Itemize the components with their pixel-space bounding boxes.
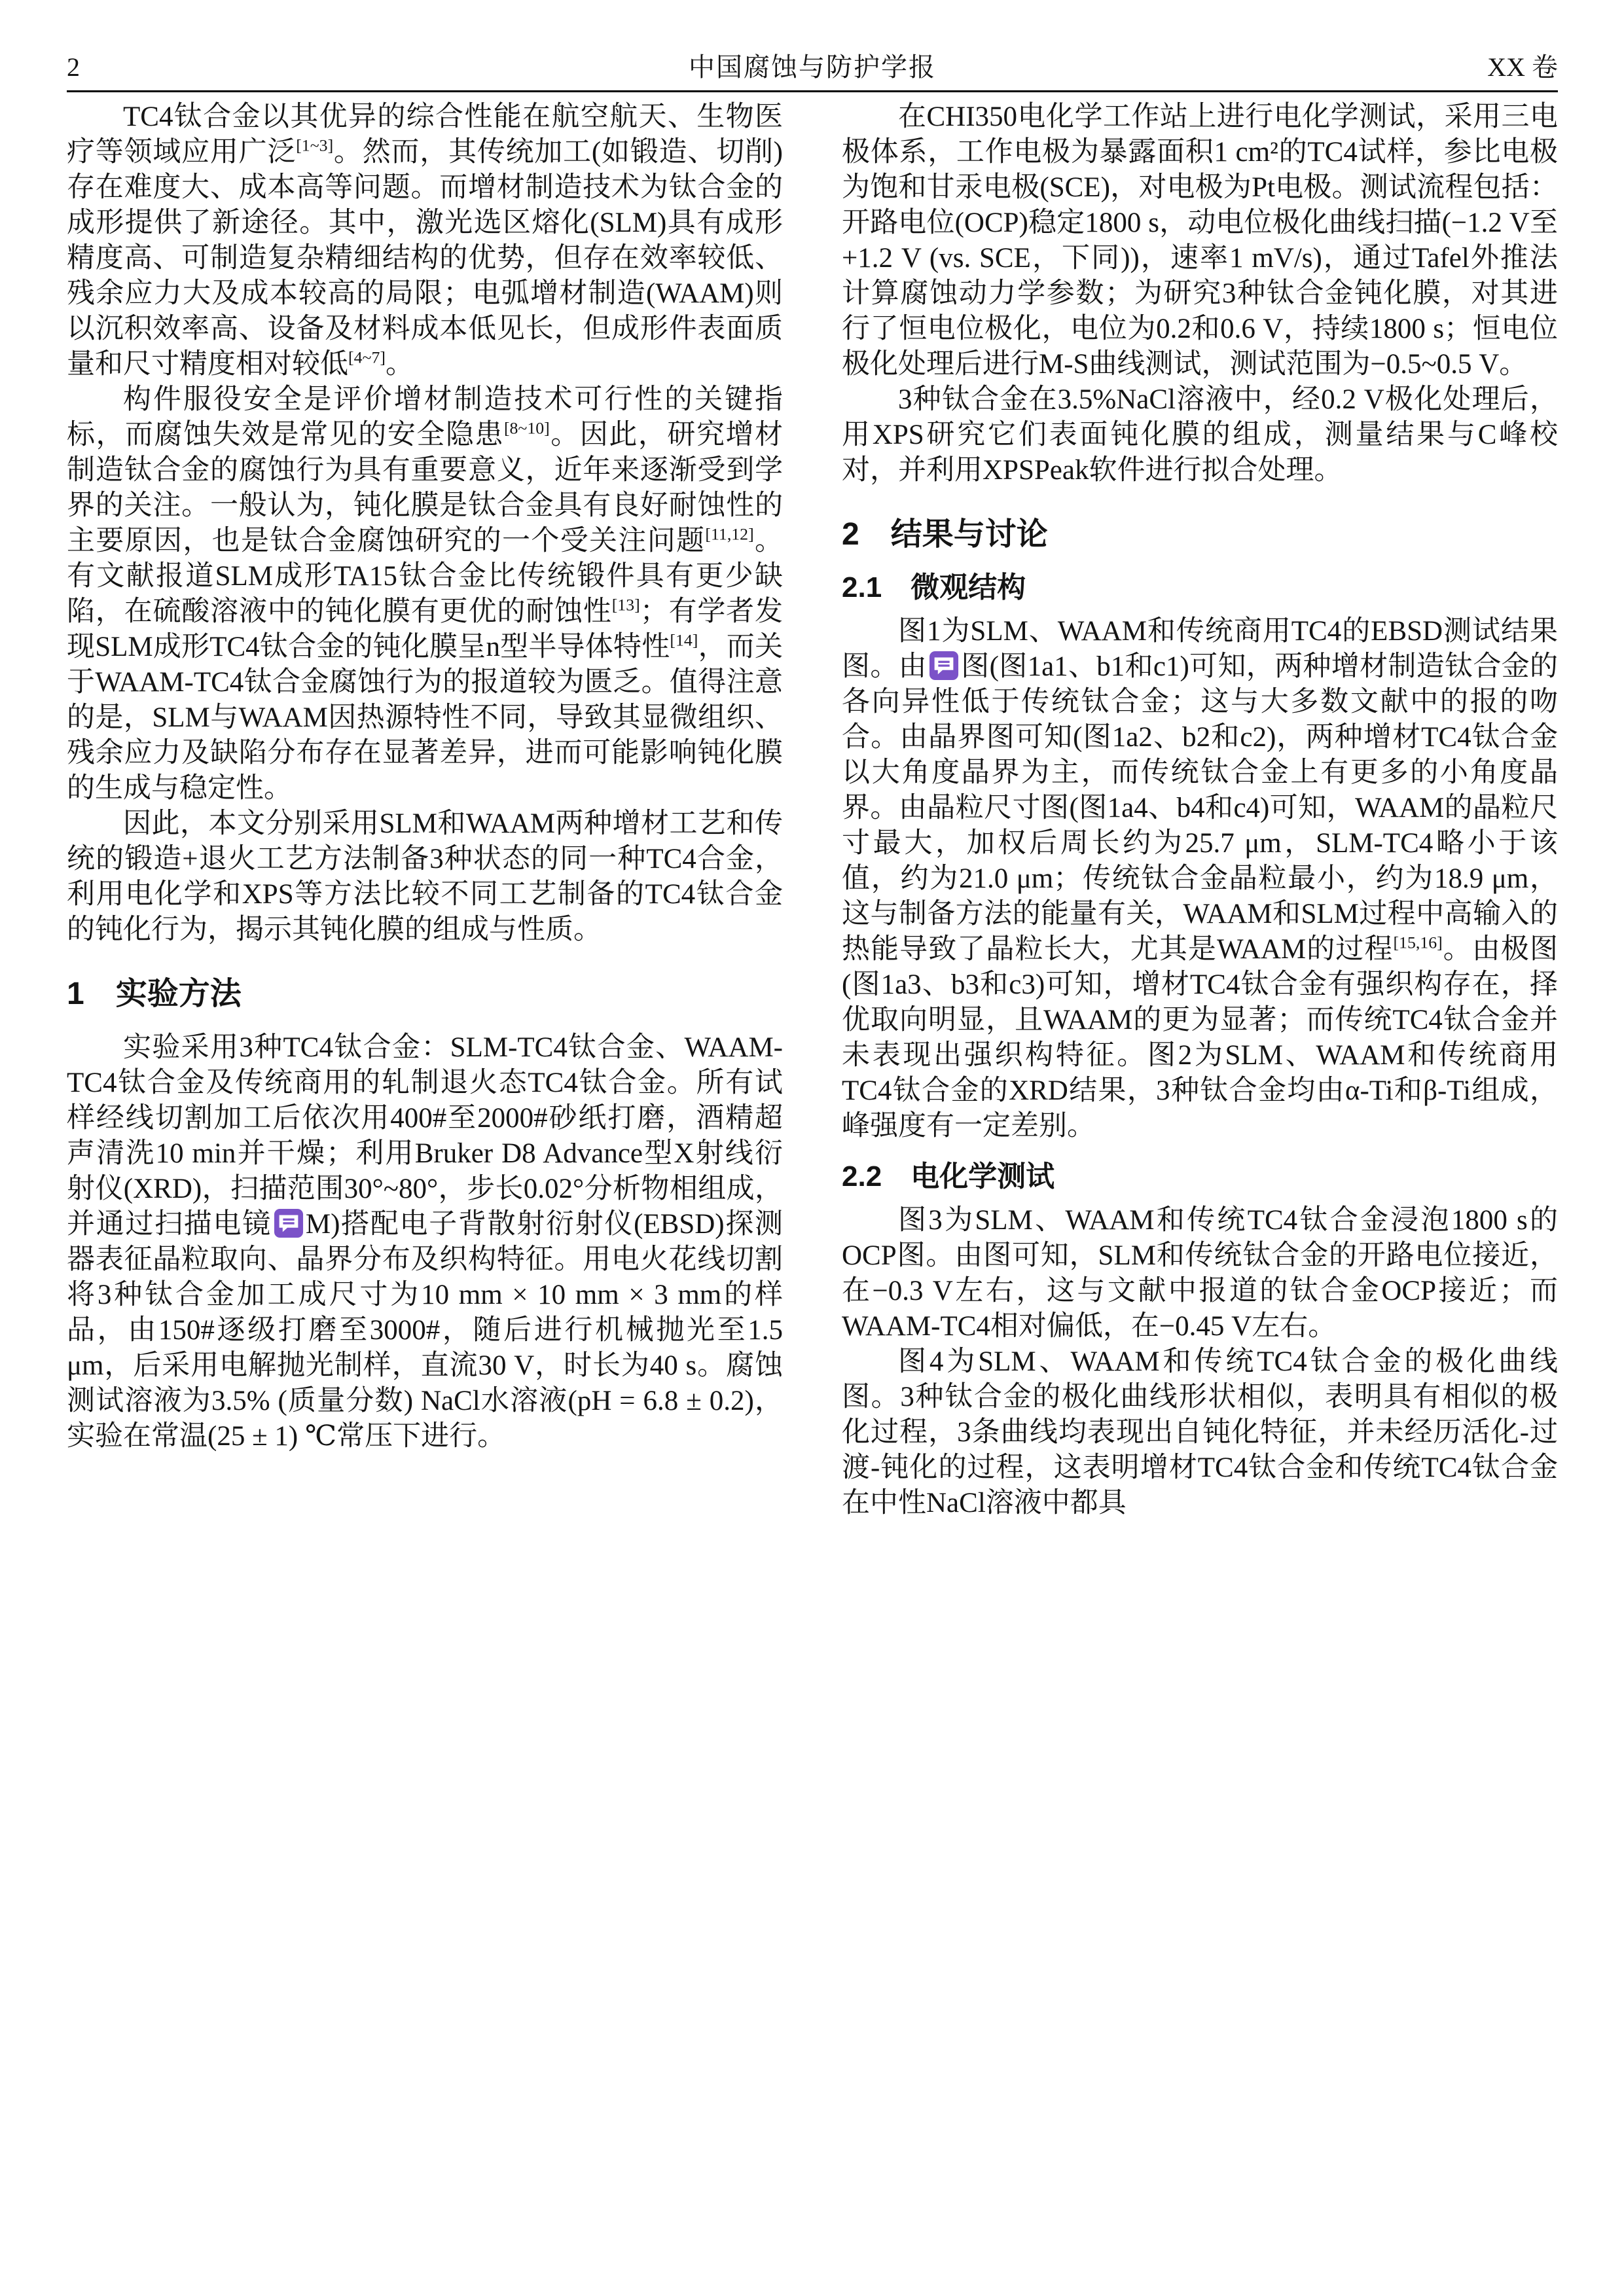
- section-heading-results: 2 结果与讨论: [842, 517, 1048, 552]
- journal-title: 中国腐蚀与防护学报: [689, 52, 936, 82]
- comment-annotation-icon[interactable]: [274, 1208, 304, 1238]
- running-head: [67, 52, 1558, 82]
- paragraph-text: M)搭配电子背散射衍射仪(EBSD)探测器表征晶粒取向、晶界分布及织构特征。用电火花线切割将3种钛合金加工成尺寸为10 mm × 10 mm × 3 mm的样品，由150#逐级打磨至3000#，随后进行机械抛光至1.5 μm，后采用电解抛光制样，直流30 V，时长为40 s。腐蚀测试溶液为3.5% (质量分数) NaCl水溶液(pH = 6.8 ± 0.2)，实验在常温(25 ± 1) ℃常压下进行。: [67, 1209, 784, 1452]
- paragraph-results-1: [842, 614, 1558, 1144]
- comment-annotation-icon[interactable]: [929, 651, 959, 681]
- paragraph-text: 图1为SLM、WAAM和传统商用TC4的EBSD测试结果图。由: [842, 616, 1558, 682]
- paragraph-methods-2: 在CHI350电化学工作站上进行电化学测试，采用三电极体系，工作电极为暴露面积1 cm²的TC4试样，参比电极为饱和甘汞电极(SCE)，对电极为Pt电极。测试流程包括：开路电位(OCP)稳定1800 s，动电位极化曲线扫描(−1.2 V至+1.2 V (vs. SCE，下同))，速率1 mV/s)，通过Tafel外推法计算腐蚀动力学参数；为研究3种钛合金钝化膜，对其进行了恒电位极化，电位为0.2和0.6 V，持续1800 s；恒电位极化处理后进行M-S曲线测试，测试范围为−0.5~0.5 V。: [842, 101, 1558, 380]
- paragraph-text: 实验采用3种TC4钛合金：SLM-TC4钛合金、WAAM-TC4钛合金及传统商用的轧制退火态TC4钛合金。所有试样经线切割加工后依次用400#至2000#砂纸打磨，酒精超声清洗10 min并干燥；利用Bruker D8 Advance型X射线衍射仪(XRD)，扫描范围30°~80°，步长0.02°分析物相组成，并通过扫描电镜: [67, 1032, 783, 1240]
- volume-label: XX 卷: [1487, 52, 1558, 82]
- paragraph-intro-2: 构件服役安全是评价增材制造技术可行性的关键指标，而腐蚀失效是常见的安全隐患[8~10]。因此，研究增材制造钛合金的腐蚀行为具有重要意义，近年来逐渐受到学界的关注。一般认为，钝化膜是钛合金具有良好耐蚀性的主要原因，也是钛合金腐蚀研究的一个受关注问题[11,12]。有文献报道SLM成形TA15钛合金比传统锻件具有更少缺陷，在硫酸溶液中的钝化膜有更优的耐蚀性[13]；有学者发现SLM成形TC4钛合金的钝化膜呈n型半导体特性[14]，而关于WAAM-TC4钛合金腐蚀行为的报道较为匮乏。值得注意的是，SLM与WAAM因热源特性不同，导致其显微组织、残余应力及缺陷分布存在显著差异，进而可能影响钝化膜的生成与稳定性。: [67, 384, 784, 804]
- paragraph-methods-1: [67, 1030, 783, 1454]
- paragraph-results-2: 图3为SLM、WAAM和传统TC4钛合金浸泡1800 s的OCP图。由图可知，SLM和传统钛合金的开路电位接近，在−0.3 V左右，这与文献中报道的钛合金OCP接近；而WAAM-TC4相对偏低，在−0.45 V左右。: [842, 1205, 1558, 1342]
- header-rule: [67, 90, 1558, 92]
- paragraph-methods-3: 3种钛合金在3.5%NaCl溶液中，经0.2 V极化处理后，用XPS研究它们表面钝化膜的组成，测量结果与C峰校对，并利用XPSPeak软件进行拟合处理。: [842, 384, 1558, 486]
- two-column-body: [67, 99, 1558, 1521]
- right-column: [842, 99, 1558, 1521]
- subsection-heading-electrochemistry: 2.2 电化学测试: [842, 1160, 1055, 1193]
- left-column: [67, 99, 783, 1521]
- section-heading-methods: 1 实验方法: [67, 977, 242, 1011]
- subsection-heading-microstructure: 2.1 微观结构: [842, 571, 1026, 603]
- paragraph-intro-3: 因此，本文分别采用SLM和WAAM两种增材工艺和传统的锻造+退火工艺方法制备3种状态的同一种TC4合金，利用电化学和XPS等方法比较不同工艺制备的TC4钛合金的钝化行为，揭示其钝化膜的组成与性质。: [67, 808, 783, 945]
- paragraph-intro-1: TC4钛合金以其优异的综合性能在航空航天、生物医疗等领域应用广泛[1~3]。然而，其传统加工(如锻造、切削)存在难度大、成本高等问题。而增材制造技术为钛合金的成形提供了新途径。其中，激光选区熔化(SLM)具有成形精度高、可制造复杂精细结构的优势，但存在效率较低、残余应力大及成本较高的局限；电弧增材制造(WAAM)则以沉积效率高、设备及材料成本低见长，但成形件表面质量和尺寸精度相对较低[4~7]。: [67, 101, 784, 380]
- paragraph-text: 图(图1a1、b1和c1)可知，两种增材制造钛合金的各向异性低于传统钛合金；这与大多数文献中的报的吻合。由晶界图可知(图1a2、b2和c2)，两种增材TC4钛合金以大角度晶界为主，而传统钛合金上有更多的小角度晶界。由晶粒尺寸图(图1a4、b4和c4)可知，WAAM的晶粒尺寸最大，加权后周长约为25.7 μm，SLM-TC4略小于该值，约为21.0 μm；传统钛合金晶粒最小，约为18.9 μm，这与制备方法的能量有关，WAAM和SLM过程中高输入的热能导致了晶粒长大，尤其是WAAM的过程[15,16]。由极图(图1a3、b3和c3)可知，增材TC4钛合金有强织构存在，择优取向明显，且WAAM的更为显著；而传统TC4钛合金并未表现出强织构特征。图2为SLM、WAAM和传统商用TC4钛合金的XRD结果，3种钛合金均由α-Ti和β-Ti组成，峰强度有一定差别。: [842, 651, 1559, 1141]
- page-number: 2: [67, 52, 80, 82]
- paragraph-results-3: 图4为SLM、WAAM和传统TC4钛合金的极化曲线图。3种钛合金的极化曲线形状相似，表明具有相似的极化过程，3条曲线均表现出自钝化特征，并未经历活化-过渡-钝化的过程，这表明增材TC4钛合金和传统TC4钛合金在中性NaCl溶液中都具: [842, 1346, 1558, 1518]
